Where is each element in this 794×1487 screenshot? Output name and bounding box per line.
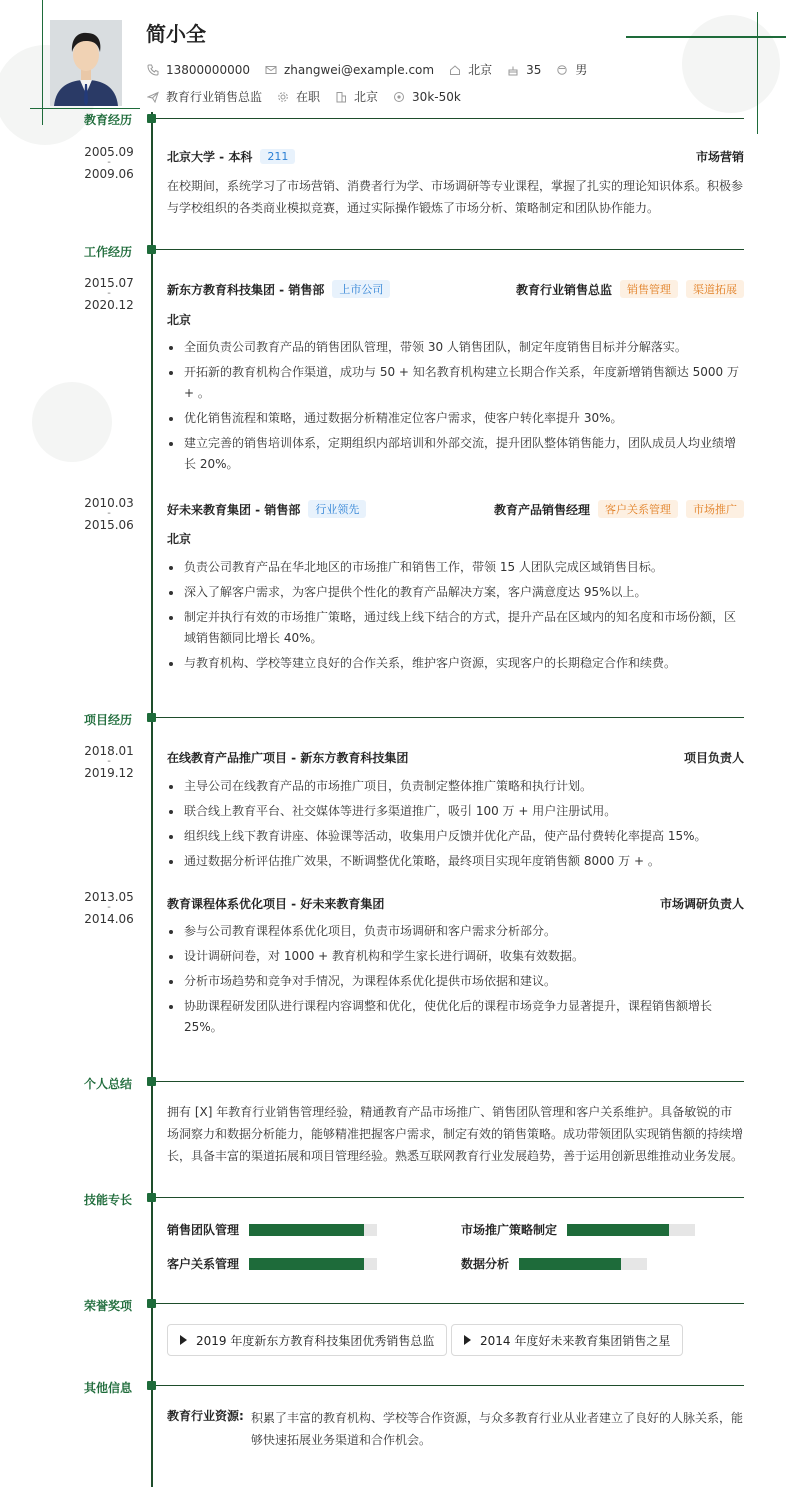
- city-value: 北京: [468, 63, 493, 77]
- start-date: 2013.05: [84, 890, 134, 904]
- age-value: 35: [526, 62, 542, 77]
- email-value: zhangwei@example.com: [283, 62, 435, 77]
- section-title-projects: 项目经历: [83, 713, 132, 727]
- section-marker: [147, 1299, 156, 1308]
- settings-icon: [276, 90, 290, 104]
- end-date: 2009.06: [84, 167, 134, 181]
- skill-name: 市场推广策略制定: [461, 1223, 558, 1237]
- section-marker: [147, 1193, 156, 1202]
- skill-item: [167, 1255, 377, 1272]
- home-icon: [448, 63, 462, 77]
- work-bullets: [167, 337, 744, 479]
- age-item: [506, 63, 541, 77]
- section-divider: [156, 249, 744, 250]
- award-text: 2014 年度好未来教育集团销售之星: [480, 1333, 671, 1348]
- end-date: 2020.12: [84, 298, 134, 312]
- list-item: 负责公司教育产品在华北地区的市场推广和销售工作，带领 15 人团队完成区域销售目标。: [167, 557, 744, 578]
- list-item: 组织线上线下教育讲座、体验课等活动，收集用户反馈并优化产品，使产品付费转化率提高 15%。: [167, 826, 744, 847]
- section-divider: [156, 1081, 744, 1082]
- date-separator: -: [107, 157, 111, 168]
- project-title: 教育课程体系优化项目 - 好未来教育集团: [167, 897, 385, 911]
- decor-line: [626, 36, 786, 38]
- project-header: [167, 749, 744, 766]
- profile-photo: [50, 20, 122, 106]
- target-city-value: 北京: [354, 90, 379, 104]
- job-title: 教育行业销售总监: [515, 282, 612, 297]
- decor-line: [30, 108, 140, 109]
- send-icon: [146, 90, 160, 104]
- section-marker: [147, 1381, 156, 1390]
- skill-tag: 销售管理: [620, 280, 678, 298]
- section-marker: [147, 1077, 156, 1086]
- gender-icon: [555, 63, 569, 77]
- award-text: 2019 年度新东方教育科技集团优秀销售总监: [196, 1333, 435, 1348]
- end-date: 2014.06: [84, 912, 134, 926]
- company-name: 好未来教育集团 - 销售部: [167, 502, 301, 517]
- skill-bar: [567, 1224, 695, 1236]
- mail-icon: [264, 63, 278, 77]
- skill-name: 销售团队管理: [167, 1223, 240, 1237]
- section-marker: [147, 114, 156, 123]
- project-role: 市场调研负责人: [659, 897, 744, 911]
- skill-bar-fill: [567, 1224, 669, 1236]
- work-header: [167, 500, 744, 518]
- skill-bar-fill: [249, 1258, 364, 1270]
- phone-icon: [146, 63, 160, 77]
- skill-bar: [519, 1258, 647, 1270]
- section-divider: [156, 1385, 744, 1386]
- list-item: 全面负责公司教育产品的销售团队管理，带领 30 人销售团队，制定年度销售目标并分解落实。: [167, 337, 744, 358]
- salary-value: 30k-50k: [412, 89, 461, 104]
- list-item: 制定并执行有效的市场推广策略，通过线上线下结合的方式，提升产品在区域内的知名度和市场份额，区域销售额同比增长 40%。: [167, 607, 744, 649]
- skill-bar-fill: [249, 1224, 364, 1236]
- email-item: [264, 63, 434, 77]
- project-date: [76, 891, 142, 925]
- list-item: 优化销售流程和策略，通过数据分析精准定位客户需求，使客户转化率提升 30%。: [167, 408, 744, 429]
- date-separator: -: [107, 756, 111, 767]
- work-city: 北京: [167, 532, 192, 546]
- gender-item: [555, 61, 587, 78]
- work-date: [76, 497, 142, 531]
- skill-bar: [249, 1224, 377, 1236]
- list-item: 建立完善的销售培训体系，定期组织内部培训和外部交流，提升团队整体销售能力，团队成员人均业绩增长 20%。: [167, 433, 744, 475]
- section-title-skills: 技能专长: [83, 1193, 132, 1207]
- list-item: 与教育机构、学校等建立良好的合作关系，维护客户资源，实现客户的长期稳定合作和续费。: [167, 653, 744, 674]
- status-item: [276, 88, 320, 105]
- skill-item: [461, 1255, 647, 1272]
- skill-item: [461, 1221, 695, 1238]
- project-bullets: [167, 921, 744, 1042]
- section-title-summary: 个人总结: [83, 1077, 132, 1091]
- salary-item: [392, 90, 461, 104]
- candidate-name: 简小全: [146, 22, 206, 46]
- section-title-work: 工作经历: [83, 245, 132, 259]
- phone-item: [146, 63, 250, 77]
- start-date: 2018.01: [84, 744, 134, 758]
- section-marker: [147, 245, 156, 254]
- skill-tag: 渠道拓展: [686, 280, 744, 298]
- work-header: [167, 280, 744, 298]
- end-date: 2019.12: [84, 766, 134, 780]
- award-item: [167, 1324, 447, 1356]
- date-separator: -: [107, 288, 111, 299]
- work-date: [76, 277, 142, 311]
- list-item: 通过数据分析评估推广效果，不断调整优化策略，最终项目实现年度销售额 8000 万 + 。: [167, 851, 744, 872]
- section-title-education: 教育经历: [83, 113, 132, 127]
- project-title: 在线教育产品推广项目 - 新东方教育科技集团: [167, 751, 409, 765]
- section-divider: [156, 717, 744, 718]
- list-item: 开拓新的教育机构合作渠道，成功与 50 + 知名教育机构建立长期合作关系，年度新增销售额达 5000 万 + 。: [167, 362, 744, 404]
- skill-name: 客户关系管理: [167, 1257, 240, 1271]
- date-separator: -: [107, 902, 111, 913]
- section-marker: [147, 713, 156, 722]
- skill-bar-fill: [519, 1258, 621, 1270]
- gender-value: 男: [575, 63, 588, 77]
- summary-text: 拥有 [X] 年教育行业销售管理经验，精通教育产品市场推广、销售团队管理和客户关系维护。具备敏锐的市场洞察力和数据分析能力，能够精准把握客户需求，制定有效的销售策略。成功带领团队实现销售额的持续增长，具备丰富的渠道拓展和项目管理经验。熟悉互联网教育行业发展趋势，善于运用创新思维推动业务发展。: [167, 1105, 744, 1163]
- company-tag: 行业领先: [308, 500, 366, 518]
- other-label: 教育行业资源:: [167, 1409, 244, 1423]
- school-tag: 211: [260, 149, 295, 164]
- skill-name: 数据分析: [461, 1257, 510, 1271]
- decor-circle-mid-left: [32, 382, 112, 462]
- project-bullets: [167, 776, 744, 876]
- date-separator: -: [107, 508, 111, 519]
- skill-bar: [249, 1258, 377, 1270]
- start-date: 2015.07: [84, 276, 134, 290]
- skill-item: [167, 1221, 377, 1238]
- list-item: 设计调研问卷，对 1000 + 教育机构和学生家长进行调研，收集有效数据。: [167, 946, 744, 967]
- education-header: [167, 148, 744, 165]
- job-title-group: [516, 280, 744, 298]
- list-item: 联合线上教育平台、社交媒体等进行多渠道推广，吸引 100 万 + 用户注册试用。: [167, 801, 744, 822]
- target-city-item: [334, 88, 378, 105]
- triangle-right-icon: [180, 1335, 187, 1345]
- section-title-other: 其他信息: [83, 1381, 132, 1395]
- section-divider: [156, 1303, 744, 1304]
- target-position-item: [146, 88, 262, 105]
- cake-icon: [506, 63, 520, 77]
- list-item: 分析市场趋势和竞争对手情况，为课程体系优化提供市场依据和建议。: [167, 971, 744, 992]
- timeline-axis: [151, 112, 153, 1487]
- list-item: 协助课程研发团队进行课程内容调整和优化，使优化后的课程市场竞争力显著提升，课程销售额增长 25%。: [167, 996, 744, 1038]
- major: 市场营销: [695, 150, 744, 164]
- section-divider: [156, 118, 744, 119]
- school-name: 北京大学 - 本科: [167, 150, 253, 164]
- project-date: [76, 745, 142, 779]
- contact-info-row: [146, 61, 601, 78]
- job-intention-row: [146, 88, 475, 105]
- other-text: 积累了丰富的教育机构、学校等合作资源，与众多教育行业从业者建立了良好的人脉关系，能够快速拓展业务渠道和合作机会。: [251, 1411, 744, 1447]
- decor-line: [42, 0, 43, 125]
- job-title-group: [494, 500, 744, 518]
- start-date: 2010.03: [84, 496, 134, 510]
- end-date: 2015.06: [84, 518, 134, 532]
- skill-tag: 客户关系管理: [598, 500, 678, 518]
- company-tag: 上市公司: [332, 280, 390, 298]
- section-title-awards: 荣誉奖项: [83, 1299, 132, 1313]
- phone-value: 13800000000: [166, 62, 250, 77]
- triangle-right-icon: [464, 1335, 471, 1345]
- project-header: [167, 895, 744, 912]
- decor-line: [757, 12, 758, 134]
- list-item: 深入了解客户需求，为客户提供个性化的教育产品解决方案，客户满意度达 95%以上。: [167, 582, 744, 603]
- start-date: 2005.09: [84, 145, 134, 159]
- section-divider: [156, 1197, 744, 1198]
- coin-icon: [392, 90, 406, 104]
- skill-tag: 市场推广: [686, 500, 744, 518]
- work-bullets: [167, 557, 744, 678]
- company-name: 新东方教育科技集团 - 销售部: [167, 282, 325, 297]
- target-position-value: 教育行业销售总监: [166, 90, 263, 104]
- status-value: 在职: [296, 90, 321, 104]
- list-item: 参与公司教育课程体系优化项目，负责市场调研和客户需求分析部分。: [167, 921, 744, 942]
- building-icon: [334, 90, 348, 104]
- work-city: 北京: [167, 313, 192, 327]
- decor-circle-top-right: [682, 15, 780, 113]
- education-date: [76, 146, 142, 180]
- project-role: 项目负责人: [683, 751, 744, 765]
- job-title: 教育产品销售经理: [493, 502, 590, 517]
- list-item: 主导公司在线教育产品的市场推广项目，负责制定整体推广策略和执行计划。: [167, 776, 744, 797]
- award-item: [451, 1324, 683, 1356]
- city-item: [448, 61, 492, 78]
- education-description: 在校期间，系统学习了市场营销、消费者行为学、市场调研等专业课程，掌握了扎实的理论知识体系。积极参与学校组织的各类商业模拟竞赛，通过实际操作锻炼了市场分析、策略制定和团队协作能力。: [167, 179, 744, 215]
